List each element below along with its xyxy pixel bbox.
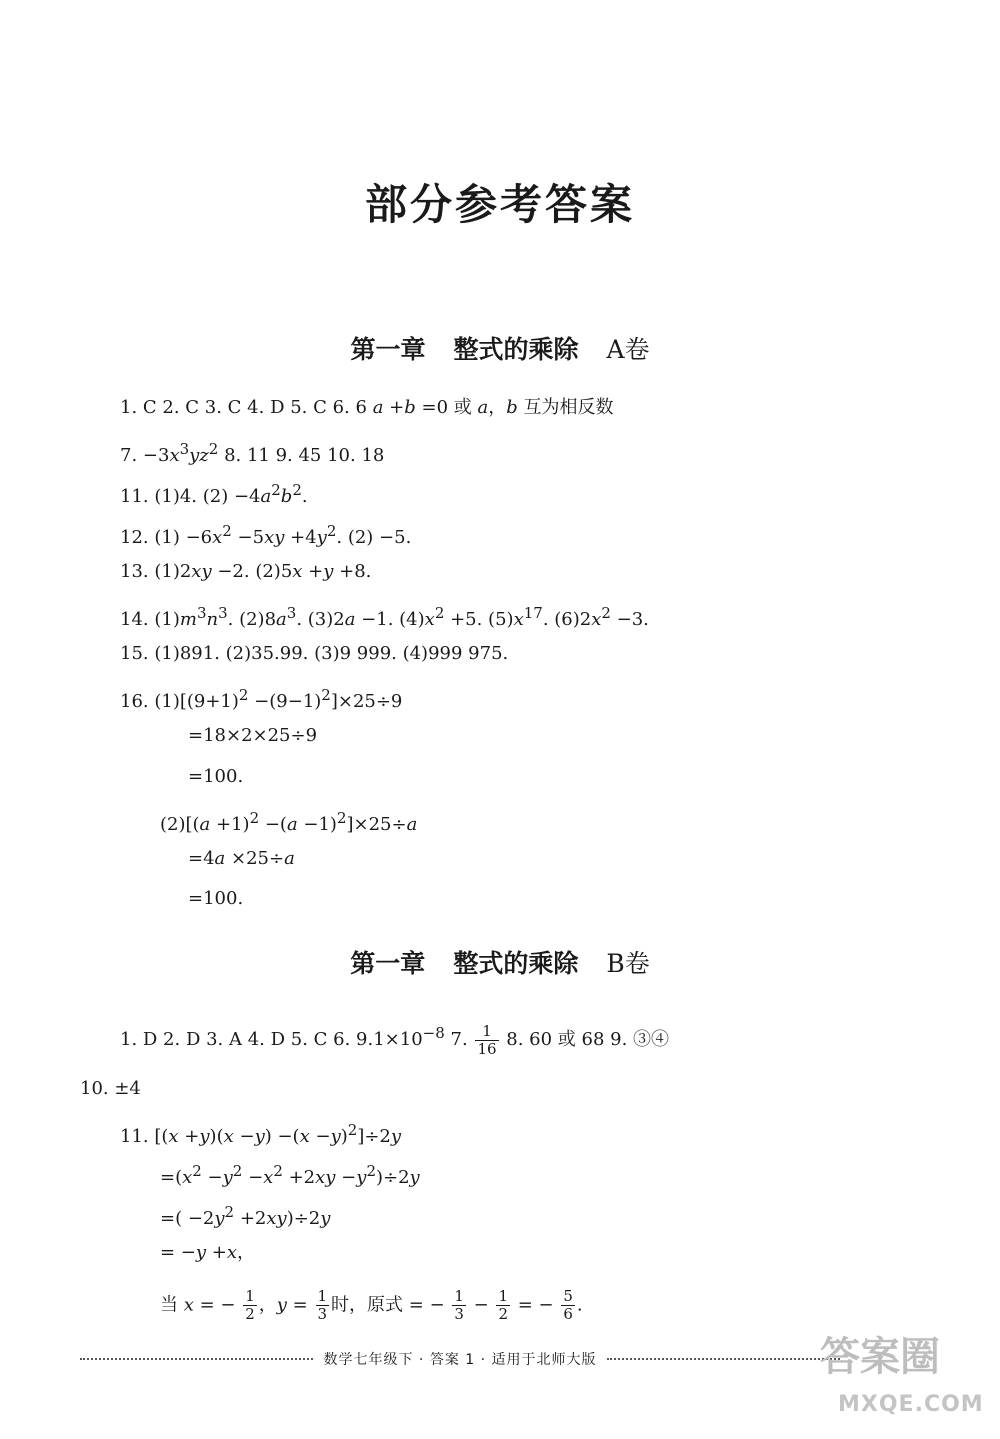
fraction: $\frac{1}{3}$: [317, 1287, 328, 1323]
answer-line-b10: 10. ±4: [80, 1078, 141, 1099]
answer-line-b11-4: = −y +x，: [160, 1242, 256, 1263]
answer-line-a16-6: =100.: [188, 888, 244, 909]
footer-dots-right: [607, 1358, 840, 1360]
answer-line-a16-3: =100.: [188, 766, 244, 787]
fraction: $\frac{1}{2}$: [245, 1287, 255, 1323]
answer-line-a16-2: =18×2×25÷9: [188, 725, 318, 746]
fraction: $\frac{1}{16}$: [477, 1021, 497, 1058]
chapter-label: 第一章: [350, 335, 426, 364]
page-footer: [80, 1348, 840, 1370]
answer-line-a1: 1. C 2. C 3. C 4. D 5. C 6. 6 a +b =0 或 a，b 互为相反数: [120, 397, 614, 418]
answer-line-a13: 13. (1)2xy −2. (2)5x +y +8.: [120, 561, 372, 582]
answer-line-b11-2: $=(x^2 -y^2 -x^2 +2xy -y^2)\div 2y$: [160, 1162, 420, 1188]
answer-line-a12: 12. $(1) -6x^2 -5xy +4y^2$. (2) −5.: [120, 522, 412, 548]
fraction: $\frac{5}{6}$: [563, 1287, 573, 1323]
section-heading-b: [0, 944, 1000, 980]
footer-text: 数学七年级下 · 答案 1 · 适用于北师大版: [323, 1352, 597, 1368]
answer-line-b11-5: 当 x = − $\frac{1}{2}$ ，y = $\frac{1}{3}$ 时，原式 = − $\frac{1}{3}$ − $\frac{1}{2}$ = − $\frac{5}{6}$ .: [160, 1287, 583, 1323]
answer-line-a16-1: 16. $(1)[(9+1)^2 -(9-1)^2]\times 25\div 9$: [120, 686, 403, 712]
answer-line-a11: 11. (1)4. $(2) -4a^2b^2$.: [120, 481, 308, 507]
watermark-logo: 答案圈: [820, 1334, 940, 1380]
volume-label: B卷: [606, 949, 650, 978]
answer-line-b11-1: 11. $[(x +y)(x -y) -(x -y)^2]\div 2y$: [120, 1121, 402, 1147]
answer-line-b1: 1. D 2. D 3. A 4. D 5. C 6. $9.1\times 10^{-8}$ 7. $\frac{1}{16}$ 8. 60 或 68 9. ③④: [120, 1021, 670, 1058]
watermark-url: MXQE.COM: [838, 1392, 984, 1417]
volume-label: A卷: [606, 335, 650, 364]
fraction: $\frac{1}{2}$: [498, 1287, 509, 1323]
answer-line-a16-4: $(2)[(a +1)^2 -(a -1)^2]\times 25\div a$: [160, 809, 418, 835]
footer-dots-left: [80, 1358, 313, 1360]
answer-line-a15: 15. (1)891. (2)35.99. (3)9 999. (4)999 975.: [120, 643, 509, 664]
answer-line-a16-5: =4a ×25÷a: [188, 848, 295, 869]
topic-label: 整式的乘除: [453, 949, 579, 978]
fraction: $\frac{1}{3}$: [454, 1287, 464, 1323]
answer-line-a14: 14. $(1)m^3n^3$. $(2)8a^3$. (3)2a −1. $(4)x^2 +5$. $(5)x^{17}$. $(6)2x^2 -3$.: [120, 604, 649, 630]
answer-line-b11-3: =( $-2y^2 +2xy)\div 2y$: [160, 1203, 331, 1229]
section-heading-a: [0, 330, 1000, 366]
chapter-label: 第一章: [350, 949, 426, 978]
answer-line-a7: 7. $-3x^3yz^2$ 8. 11 9. 45 10. 18: [120, 440, 385, 466]
page-title: 部分参考答案: [364, 180, 635, 229]
topic-label: 整式的乘除: [453, 335, 579, 364]
